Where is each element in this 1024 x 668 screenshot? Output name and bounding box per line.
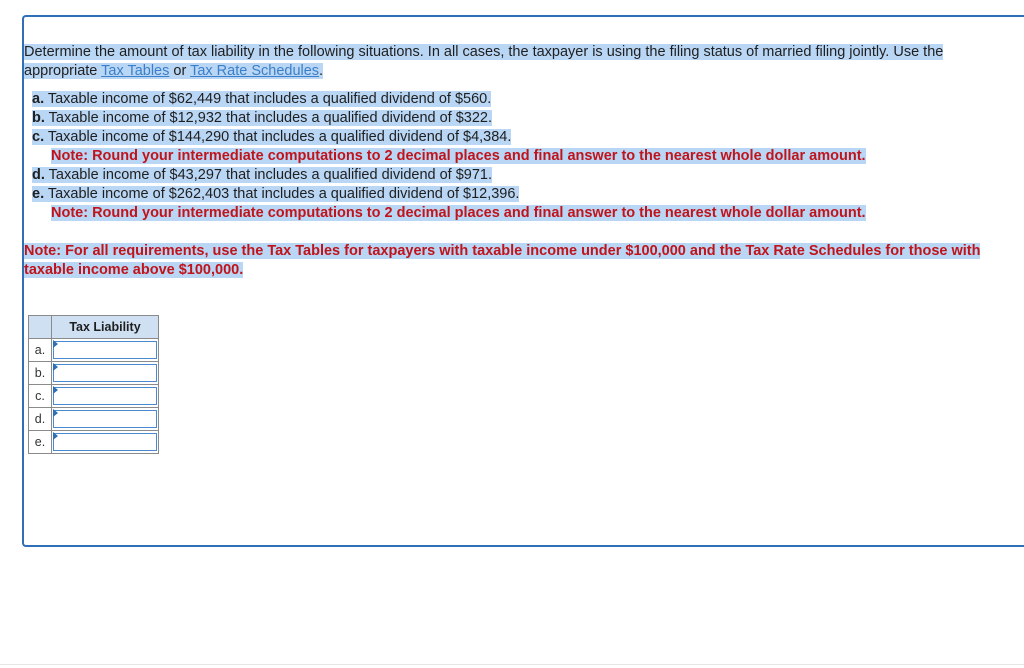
tax-liability-input-d[interactable] bbox=[53, 410, 157, 428]
row-label: a. bbox=[29, 339, 52, 362]
part-c bbox=[32, 128, 984, 147]
answer-table-header-row bbox=[29, 316, 159, 339]
part-letter: e. bbox=[32, 186, 45, 202]
answer-cell bbox=[52, 385, 159, 408]
part-text: Taxable income of $43,297 that includes a qualified dividend of $971. bbox=[44, 167, 493, 183]
answer-cell bbox=[52, 362, 159, 385]
part-text: Taxable income of $262,403 that includes a qualified dividend of $12,396. bbox=[44, 186, 520, 202]
answer-row-a bbox=[29, 339, 159, 362]
tax-liability-header: Tax Liability bbox=[52, 316, 159, 339]
part-e bbox=[32, 185, 984, 204]
part-text: Taxable income of $62,449 that includes a qualified dividend of $560. bbox=[44, 91, 492, 107]
tax-rate-schedules-link[interactable]: Tax Rate Schedules bbox=[190, 63, 320, 79]
intro-or: or bbox=[169, 63, 191, 79]
part-d bbox=[32, 166, 984, 185]
input-marker-icon bbox=[53, 386, 58, 394]
intro-period: . bbox=[319, 63, 324, 79]
part-b bbox=[32, 109, 984, 128]
intro-text: Determine the amount of tax liability in the following situations. In all cases, the taxpayer is using the filing status of married filing jointly. Use the appropriate bbox=[24, 44, 944, 79]
question-card bbox=[22, 15, 1024, 547]
row-label: d. bbox=[29, 408, 52, 431]
part-letter: c. bbox=[32, 129, 45, 145]
answer-table bbox=[28, 315, 159, 454]
input-marker-icon bbox=[53, 363, 58, 371]
answer-row-b bbox=[29, 362, 159, 385]
answer-cell bbox=[52, 431, 159, 454]
page-divider bbox=[0, 664, 1024, 665]
question-intro bbox=[24, 43, 954, 81]
tax-tables-link[interactable]: Tax Tables bbox=[101, 63, 170, 79]
row-label: c. bbox=[29, 385, 52, 408]
question-parts bbox=[32, 90, 984, 223]
row-label: e. bbox=[29, 431, 52, 454]
part-letter: b. bbox=[32, 110, 45, 126]
row-label: b. bbox=[29, 362, 52, 385]
question-content bbox=[24, 43, 984, 280]
general-note: Note: For all requirements, use the Tax Tables for taxpayers with taxable income under $100,000 and the Tax Rate Schedules for those with taxable income above $100,000. bbox=[24, 243, 981, 278]
answer-cell bbox=[52, 339, 159, 362]
part-a bbox=[32, 90, 984, 109]
rounding-note-e: Note: Round your intermediate computations to 2 decimal places and final answer to the nearest whole dollar amount. bbox=[51, 205, 866, 221]
input-marker-icon bbox=[53, 340, 58, 348]
answer-row-d bbox=[29, 408, 159, 431]
tax-liability-input-b[interactable] bbox=[53, 364, 157, 382]
rounding-note-c: Note: Round your intermediate computations to 2 decimal places and final answer to the nearest whole dollar amount. bbox=[51, 148, 866, 164]
part-text: Taxable income of $12,932 that includes a qualified dividend of $322. bbox=[44, 110, 493, 126]
input-marker-icon bbox=[53, 409, 58, 417]
part-text: Taxable income of $144,290 that includes a qualified dividend of $4,384. bbox=[44, 129, 512, 145]
tax-liability-input-c[interactable] bbox=[53, 387, 157, 405]
tax-liability-input-e[interactable] bbox=[53, 433, 157, 451]
part-letter: a. bbox=[32, 91, 45, 107]
answer-row-e bbox=[29, 431, 159, 454]
answer-row-c bbox=[29, 385, 159, 408]
tax-liability-input-a[interactable] bbox=[53, 341, 157, 359]
answer-cell bbox=[52, 408, 159, 431]
part-letter: d. bbox=[32, 167, 45, 183]
input-marker-icon bbox=[53, 432, 58, 440]
answer-table-corner bbox=[29, 316, 52, 339]
